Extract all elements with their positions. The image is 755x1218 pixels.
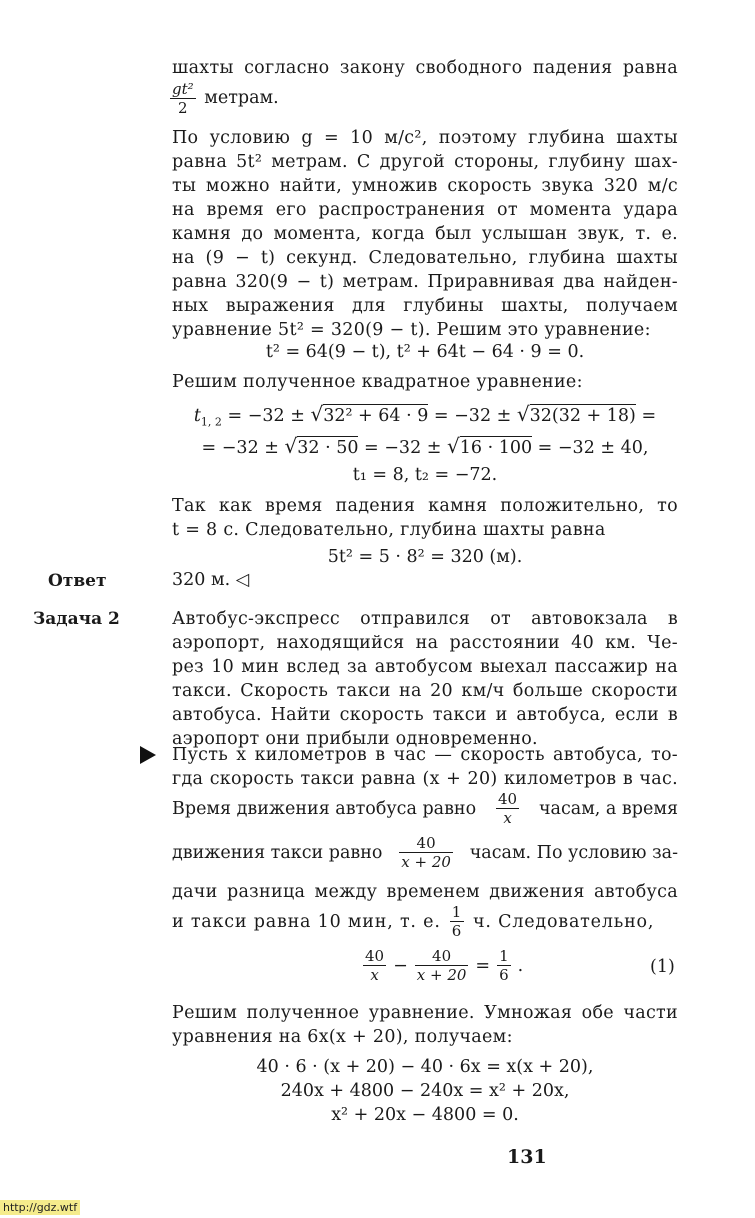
equation-line: 40 · 6 · (x + 20) − 40 · 6x = x(x + 20), (256, 1057, 594, 1077)
fraction-denominator: x + 20 (401, 853, 451, 871)
fraction-numerator: gt² (172, 80, 194, 98)
radicand: 16 · 100 (459, 438, 533, 458)
equation-line: x² + 20x − 4800 = 0. (331, 1105, 519, 1125)
text: = (635, 406, 657, 426)
text: = −32 ± (358, 438, 447, 458)
text-line: аэропорт, находящийся на расстоянии 40 км. Че- (172, 633, 678, 653)
fraction-numerator: 40 (399, 834, 453, 853)
equation-line: 240x + 4800 − 240x = x² + 20x, (280, 1081, 570, 1101)
text-line: Решим полученное уравнение. Умножая обе части (172, 1003, 678, 1023)
solution-line-difference (172, 880, 678, 904)
answer-value: 320 м. ◁ (172, 570, 250, 590)
text-line: гда скорость такси равна (x + 20) километров в час. (172, 769, 678, 789)
paragraph-conclusion (172, 494, 678, 542)
equation-roots-line2 (172, 434, 678, 460)
paragraph-depth (172, 126, 678, 342)
solution-line-taxi-time (172, 834, 678, 871)
text: часам, а время (538, 798, 678, 819)
text-line: По условию g = 10 м/с², поэтому глубина шахты (172, 128, 678, 148)
solution-line-bus-time (172, 790, 678, 827)
fraction-numerator: 40 (415, 947, 469, 966)
task-label: Задача 2 (33, 609, 120, 629)
operator: − (393, 955, 408, 976)
text-line: ных выражения для глубины шахты, получаем (172, 296, 678, 316)
watermark-link[interactable]: http://gdz.wtf (0, 1200, 80, 1215)
text-line: уравнения на 6x(x + 20), получаем: (172, 1027, 513, 1047)
text-line: на время его распространения от момента удара (172, 200, 678, 220)
paragraph-multiply (172, 1001, 678, 1049)
page-number: 131 (507, 1146, 547, 1168)
fraction-numerator: 40 (365, 947, 385, 965)
text-line: аэропорт они прибыли одновременно. (172, 729, 538, 749)
sqrt-icon: √ (310, 402, 324, 426)
fraction-denominator: 2 (178, 99, 188, 117)
paragraph-intro (172, 56, 678, 80)
sqrt-icon: √ (447, 434, 460, 458)
solution-start-marker-icon (140, 746, 156, 764)
equation-depth-result: 5t² = 5 · 8² = 320 (м). (327, 547, 523, 567)
text: движения такси равно (172, 842, 383, 863)
text-line: равна 5t² метрам. С другой стороны, глубину шах- (172, 152, 678, 172)
text-line: шахты согласно закону свободного падения равна (172, 58, 678, 78)
fraction-numerator: 1 (499, 947, 509, 965)
text-line: уравнение 5t² = 320(9 − t). Решим это уравнение: (172, 320, 651, 340)
equation-t-squared: t² = 64(9 − t), t² + 64t − 64 · 9 = 0. (265, 342, 585, 362)
text: = −32 ± (221, 406, 311, 426)
punctuation: . (517, 955, 524, 976)
text-line: дачи разница между временем движения автобуса (172, 882, 678, 902)
formula-gt2-over-2 (170, 80, 279, 117)
answer-label: Ответ (48, 571, 107, 591)
fraction-denominator: 6 (499, 966, 509, 984)
text: часам. По условию за- (469, 842, 678, 863)
text-line: Решим полученное квадратное уравнение: (172, 372, 583, 392)
solution-paragraph (172, 743, 678, 791)
operator: = (475, 955, 491, 976)
fraction-denominator: x (370, 966, 379, 984)
text: = −32 ± (428, 406, 517, 426)
text-line: автобуса. Найти скорость такси и автобуса, если в (172, 705, 678, 725)
text: ч. Следовательно, (473, 911, 655, 932)
text: и такси равна 10 мин, т. е. (172, 911, 441, 932)
equation-1 (360, 947, 523, 984)
text-line: равна 320(9 − t) метрам. Приравнивая два найден- (172, 272, 678, 292)
fraction-numerator: 1 (451, 903, 463, 921)
radicand: 32(32 + 18) (529, 406, 636, 426)
fraction-denominator: x + 20 (416, 966, 467, 984)
text-line: Так как время падения камня положительно, то (172, 496, 678, 516)
paragraph-solve-quadratic (172, 370, 678, 394)
subscript: 1, 2 (200, 415, 222, 429)
equation-root-values: t₁ = 8, t₂ = −72. (352, 465, 498, 485)
var: t (193, 406, 201, 426)
text-line: t = 8 с. Следовательно, глубина шахты равна (172, 520, 606, 540)
sqrt-icon: √ (284, 434, 298, 458)
solution-line-ten-minutes (172, 903, 654, 940)
fraction-denominator: 6 (451, 922, 463, 940)
text-line: Пусть x километров в час — скорость автобуса, то- (172, 745, 678, 765)
text-line: ты можно найти, умножив скорость звука 320 м/с (172, 176, 678, 196)
text-line: камня до момента, когда был услышан звук, т. е. (172, 224, 678, 244)
radicand: 32² + 64 · 9 (323, 406, 429, 426)
fraction-denominator: x (503, 809, 512, 827)
text-line: Автобус-экспресс отправился от автовокзала в (172, 609, 678, 629)
text: = −32 ± 40, (532, 438, 649, 458)
text-line: на (9 − t) секунд. Следовательно, глубина шахты (172, 248, 678, 268)
text: = −32 ± (201, 438, 285, 458)
text-line: такси. Скорость такси на 20 км/ч больше скорости (172, 681, 678, 701)
equation-roots-line1 (172, 402, 678, 435)
radicand: 32 · 50 (297, 438, 359, 458)
task-statement (172, 607, 678, 751)
text: метрам. (204, 88, 279, 108)
sqrt-icon: √ (516, 402, 530, 426)
text: Время движения автобуса равно (172, 798, 477, 819)
fraction-numerator: 40 (498, 790, 518, 808)
text-line: рез 10 мин вслед за автобусом выехал пассажир на (172, 657, 678, 677)
equation-number: (1) (650, 957, 675, 977)
